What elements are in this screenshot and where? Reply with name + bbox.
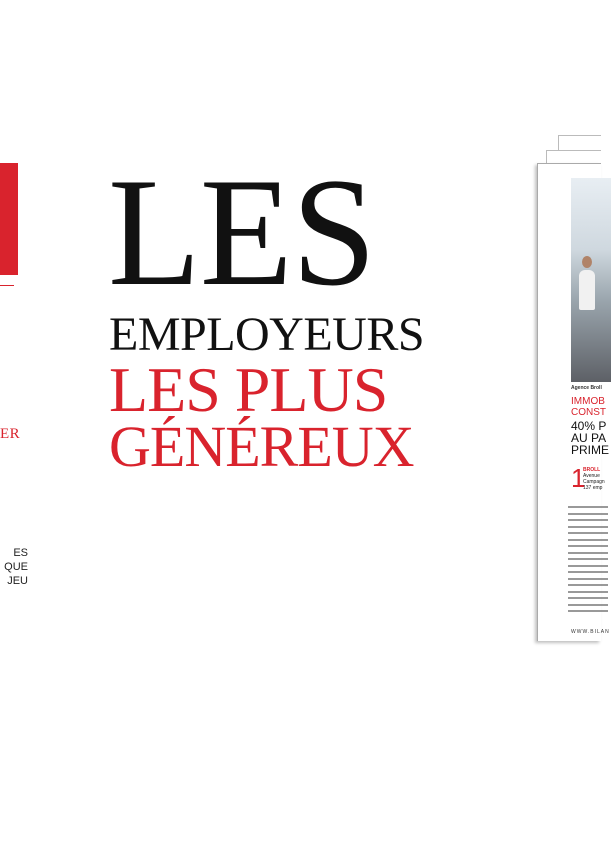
headline-line: AU PA (571, 431, 607, 445)
left-page-red-text: ER (0, 426, 21, 442)
rank-line: Campagn (583, 479, 605, 485)
left-page-body-text (0, 546, 28, 588)
title-les-plus: LES PLUS (109, 354, 388, 425)
title-genereux: GÉNÉREUX (109, 414, 414, 479)
headline-line: PRIME (571, 443, 610, 457)
person-head-shape (582, 256, 592, 268)
section-heading-line: CONST (571, 407, 606, 418)
photo-caption: Agence Broll (571, 385, 602, 391)
article-headline (571, 420, 609, 456)
person-shirt-shape (579, 270, 595, 310)
left-page-red-rule (0, 285, 14, 286)
footer-url: WWW.BILAN (571, 629, 610, 635)
rank-line: Avenue (583, 473, 600, 479)
left-page-line: ES (13, 547, 28, 559)
left-page-line: QUE (4, 561, 28, 573)
office-photo (571, 178, 611, 382)
left-page-line: JEU (7, 575, 28, 587)
section-heading (571, 396, 606, 418)
article-body-text (568, 506, 608, 617)
headline-line: 40% P (571, 419, 607, 433)
left-page-red-block (0, 163, 18, 275)
rank-number: 1 (571, 463, 586, 493)
section-heading-line: IMMOB (571, 396, 605, 407)
rank-info (583, 467, 605, 491)
title-les: LES (108, 146, 376, 318)
title-employeurs: EMPLOYEURS (109, 308, 425, 361)
rank-company: BROLL (583, 467, 601, 473)
rank-line: 137 emp (583, 485, 603, 491)
photo-credit-vertical (555, 564, 561, 614)
magazine-page-preview (537, 163, 610, 641)
